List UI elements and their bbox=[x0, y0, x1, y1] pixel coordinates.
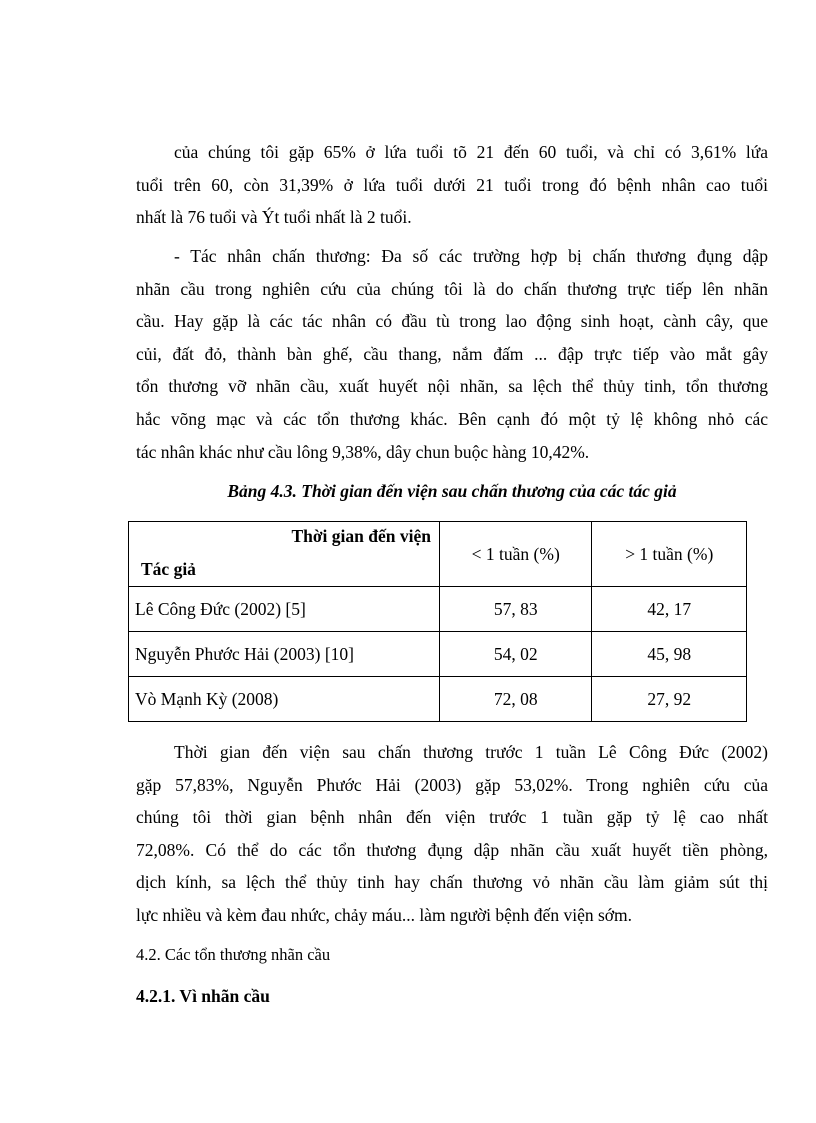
text-line: hắc võng mạc và các tổn thương khác. Bên cạnh đó một tỷ lệ không nhỏ các bbox=[136, 408, 768, 429]
under-1-week-cell: 54, 02 bbox=[439, 632, 592, 677]
text-line: - Tác nhân chấn thương: Đa số các trường hợp bị chấn thương đụng dập bbox=[174, 246, 768, 266]
author-cell: Lê Công Đức (2002) [5] bbox=[129, 587, 440, 632]
text-line: chúng tôi thời gian bệnh nhân đến viện trước 1 tuần gặp tỷ lệ cao nhất bbox=[136, 807, 768, 828]
header-author-label: Tác giả bbox=[141, 559, 196, 579]
text-line: tác nhân khác như cầu lông 9,38%, dây chun buộc hàng 10,42%. bbox=[136, 441, 590, 462]
paragraph-injury-agents bbox=[136, 240, 768, 468]
over-1-week-cell: 45, 98 bbox=[592, 632, 747, 677]
under-1-week-cell: 57, 83 bbox=[439, 587, 592, 632]
header-over-1-week: > 1 tuần (%) bbox=[592, 522, 747, 587]
header-diagonal-cell bbox=[129, 522, 440, 587]
table-header-row bbox=[129, 522, 747, 587]
text-line: dịch kính, sa lệch thể thủy tinh hay chấn thương vỏ nhãn cầu làm giảm sút thị bbox=[136, 872, 768, 893]
text-line: 72,08%. Có thể do các tổn thương đụng dập nhãn cầu xuất huyết tiền phòng, bbox=[136, 839, 768, 860]
text-line: Thời gian đến viện sau chấn thương trước 1 tuần Lê Công Đức (2002) bbox=[174, 742, 768, 762]
text-line: củi, đất đỏ, thành bàn ghế, cầu thang, nắm đấm ... đập trực tiếp vào mắt gây bbox=[136, 343, 768, 364]
text-line: của chúng tôi gặp 65% ở lứa tuổi tõ 21 đến 60 tuổi, và chỉ có 3,61% lứa bbox=[174, 142, 768, 162]
text-line: lực nhiều và kèm đau nhức, chảy máu... làm người bệnh đến viện sớm. bbox=[136, 904, 633, 925]
table-caption: Bảng 4.3. Thời gian đến viện sau chấn thương của các tác giả bbox=[227, 481, 677, 501]
header-under-1-week: < 1 tuần (%) bbox=[439, 522, 592, 587]
text-line: nhất là 76 tuổi và Ýt tuổi nhất là 2 tuổi. bbox=[136, 207, 412, 228]
author-cell: Nguyễn Phước Hải (2003) [10] bbox=[129, 632, 440, 677]
under-1-week-cell: 72, 08 bbox=[439, 677, 592, 722]
text-line: nhãn cầu trong nghiên cứu của chúng tôi là do chấn thương trực tiếp lên nhãn bbox=[136, 278, 768, 299]
table-row bbox=[129, 587, 747, 632]
text-line: gặp 57,83%, Nguyễn Phước Hải (2003) gặp 53,02%. Trong nghiên cứu của bbox=[136, 774, 768, 795]
text-line: tổn thương vỡ nhãn cầu, xuất huyết nội nhãn, sa lệch thể thủy tinh, tổn thương bbox=[136, 376, 768, 397]
table-row bbox=[129, 632, 747, 677]
table-row bbox=[129, 677, 747, 722]
paragraph-arrival-time-discussion bbox=[136, 736, 768, 932]
section-heading-4-2: 4.2. Các tổn thương nhãn cầu bbox=[136, 945, 331, 964]
over-1-week-cell: 27, 92 bbox=[592, 677, 747, 722]
paragraph-age-distribution bbox=[136, 136, 768, 234]
header-time-label: Thời gian đến viện bbox=[291, 526, 431, 546]
over-1-week-cell: 42, 17 bbox=[592, 587, 747, 632]
text-line: cầu. Hay gặp là các tác nhân có đầu tù trong lao động sinh hoạt, cành cây, que bbox=[136, 311, 768, 332]
arrival-time-table bbox=[128, 521, 747, 722]
text-line: tuổi trên 60, còn 31,39% ở lứa tuổi dưới 21 tuổi trong đó bệnh nhân cao tuổi bbox=[136, 174, 768, 195]
author-cell: Vò Mạnh Kỳ (2008) bbox=[129, 677, 440, 722]
section-heading-4-2-1: 4.2.1. Vì nhãn cầu bbox=[136, 986, 270, 1006]
